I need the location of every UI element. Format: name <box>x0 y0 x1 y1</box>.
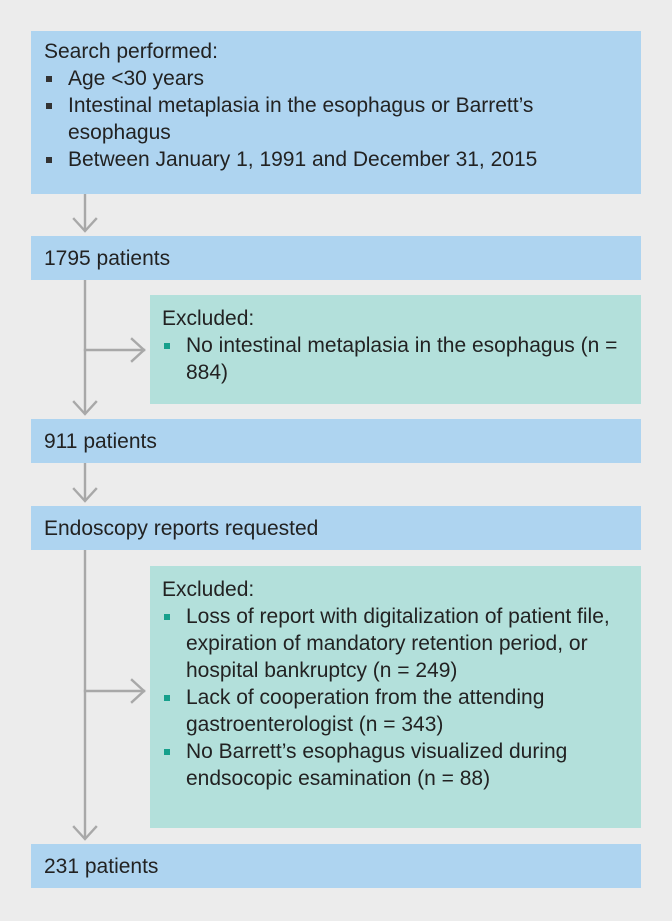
exclusion-1-list <box>162 332 631 386</box>
exclusion-2-heading: Excluded: <box>162 578 255 601</box>
search-criterion-dates: Between January 1, 1991 and December 31, 2015 <box>44 146 629 173</box>
exclusion-1-item-no-metaplasia: No intestinal metaplasia in the esophagus (n = 884) <box>162 332 631 386</box>
exclusion-box-1 <box>150 295 641 404</box>
exclusion-2-item-lack-of-cooperation: Lack of cooperation from the attending gastroenterologist (n = 343) <box>162 684 631 738</box>
exclusion-2-item-report-loss: Loss of report with digitalization of patient file, expiration of mandatory retention period, or hospital bankruptcy (n = 249) <box>162 603 631 684</box>
step-1795-patients-label: 1795 patients <box>44 247 171 270</box>
step-reports-requested-label: Endoscopy reports requested <box>44 517 319 540</box>
step-1795-patients-box <box>31 236 641 280</box>
step-911-patients-label: 911 patients <box>44 430 157 453</box>
step-911-patients-box <box>31 419 641 463</box>
exclusion-2-item-no-barretts: No Barrett’s esophagus visualized during endsocopic esamination (n = 88) <box>162 738 631 792</box>
search-criterion-metaplasia: Intestinal metaplasia in the esophagus or Barrett’s esophagus <box>44 92 629 146</box>
step-reports-requested-box <box>31 506 641 550</box>
exclusion-1-heading: Excluded: <box>162 307 255 330</box>
search-criterion-age: Age <30 years <box>44 65 629 92</box>
step-231-patients-box <box>31 844 641 888</box>
exclusion-box-2 <box>150 566 641 828</box>
search-criteria-box <box>31 31 641 194</box>
exclusion-2-list <box>162 603 631 792</box>
search-criteria-list <box>44 65 629 173</box>
step-231-patients-label: 231 patients <box>44 855 159 878</box>
search-heading: Search performed: <box>44 40 218 63</box>
